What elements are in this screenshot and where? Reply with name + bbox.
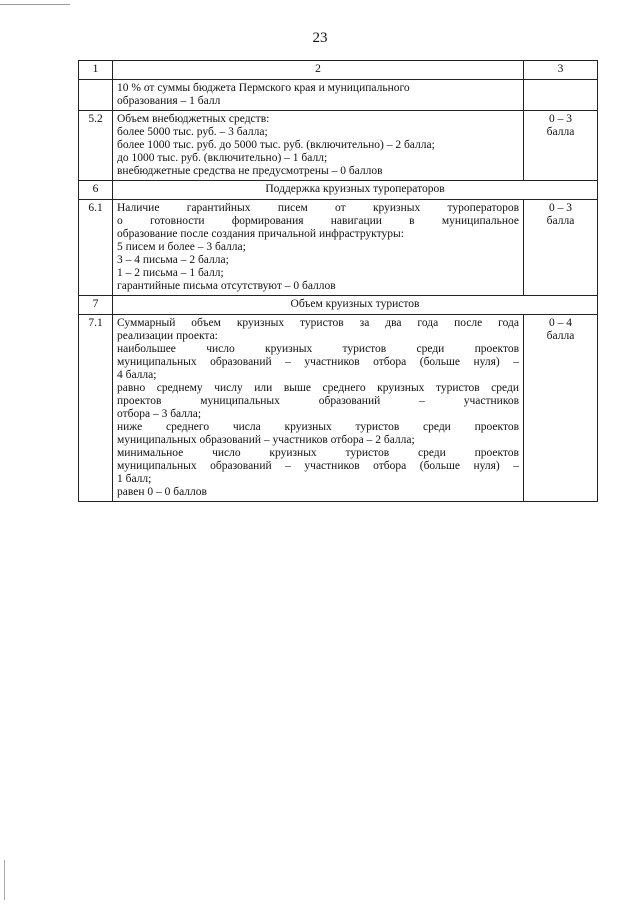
text-line: проектов муниципальных образований – участников: [117, 395, 519, 407]
text-line: 5 писем и более – 3 балла;: [117, 241, 246, 253]
criterion-text: [113, 80, 524, 111]
page-number: 23: [312, 30, 328, 46]
row-number: 5.2: [79, 111, 113, 181]
text-line: образование после создания причальной инфраструктуры:: [117, 228, 404, 240]
header-col-2: 2: [113, 61, 524, 80]
score-unit: балла: [546, 215, 575, 227]
text-line: более 1000 тыс. руб. до 5000 тыс. руб. (включительно) – 2 балла;: [117, 139, 435, 151]
score-unit: балла: [546, 330, 575, 342]
section-title: Объем круизных туристов: [113, 296, 598, 315]
text-line: 1 – 2 письма – 1 балл;: [117, 267, 224, 279]
text-line: ниже среднего числа круизных туристов среди проектов: [117, 421, 519, 433]
text-line: Объем внебюджетных средств:: [117, 113, 270, 125]
criteria-table: [78, 60, 598, 502]
text-line: отбора – 3 балла;: [117, 408, 202, 420]
section-row-7: [79, 296, 598, 315]
score-range: [524, 111, 598, 181]
text-line: более 5000 тыс. руб. – 3 балла;: [117, 126, 268, 138]
text-line: минимальное число круизных туристов среди проектов: [117, 447, 519, 459]
table-row-continuation: [79, 80, 598, 111]
criterion-text: [113, 111, 524, 181]
score-value: 0 – 3: [549, 202, 572, 214]
text-line: наибольшее число круизных туристов среди проектов: [117, 343, 519, 355]
text-line: реализации проекта:: [117, 330, 218, 342]
scan-edge-top: [0, 4, 70, 5]
score-empty: [524, 80, 598, 111]
score-range: [524, 200, 598, 296]
section-title: Поддержка круизных туроператоров: [113, 181, 598, 200]
criterion-text: [113, 200, 524, 296]
text-line: 3 – 4 письма – 2 балла;: [117, 254, 229, 266]
text-line: о готовности формирования навигации в муниципальное: [117, 215, 519, 227]
score-value: 0 – 4: [549, 317, 572, 329]
table-row-6-1: [79, 200, 598, 296]
score-unit: балла: [546, 126, 575, 138]
table-header-row: [79, 61, 598, 80]
score-value: 0 – 3: [549, 113, 572, 125]
scan-edge-left: [4, 860, 5, 900]
section-row-6: [79, 181, 598, 200]
text-line: Наличие гарантийных писем от круизных туроператоров: [117, 202, 519, 214]
text-line: равно среднему числу или выше среднего круизных туристов среди: [117, 382, 519, 394]
text-line: равен 0 – 0 баллов: [117, 486, 207, 498]
section-number: 6: [79, 181, 113, 200]
text-line: 10 % от суммы бюджета Пермского края и муниципального: [117, 82, 410, 94]
text-line: муниципальных образований – участников отбора – 2 балла;: [117, 434, 415, 446]
score-range: [524, 315, 598, 502]
row-number: 6.1: [79, 200, 113, 296]
table-row-7-1: [79, 315, 598, 502]
text-line: 1 балл;: [117, 473, 152, 485]
text-line: муниципальных образований – участников отбора (больше нуля) –: [117, 356, 519, 368]
text-line: Суммарный объем круизных туристов за два года после года: [117, 317, 519, 329]
criterion-text: [113, 315, 524, 502]
section-number: 7: [79, 296, 113, 315]
row-number: 7.1: [79, 315, 113, 502]
header-col-3: 3: [524, 61, 598, 80]
text-line: образования – 1 балл: [117, 95, 221, 107]
text-line: 4 балла;: [117, 369, 157, 381]
text-line: гарантийные письма отсутствуют – 0 баллов: [117, 280, 336, 292]
table-row-5-2: [79, 111, 598, 181]
row-number-empty: [79, 80, 113, 111]
header-col-1: 1: [79, 61, 113, 80]
text-line: внебюджетные средства не предусмотрены – 0 баллов: [117, 165, 383, 177]
text-line: до 1000 тыс. руб. (включительно) – 1 балл;: [117, 152, 328, 164]
text-line: муниципальных образований – участников отбора (больше нуля) –: [117, 460, 519, 472]
